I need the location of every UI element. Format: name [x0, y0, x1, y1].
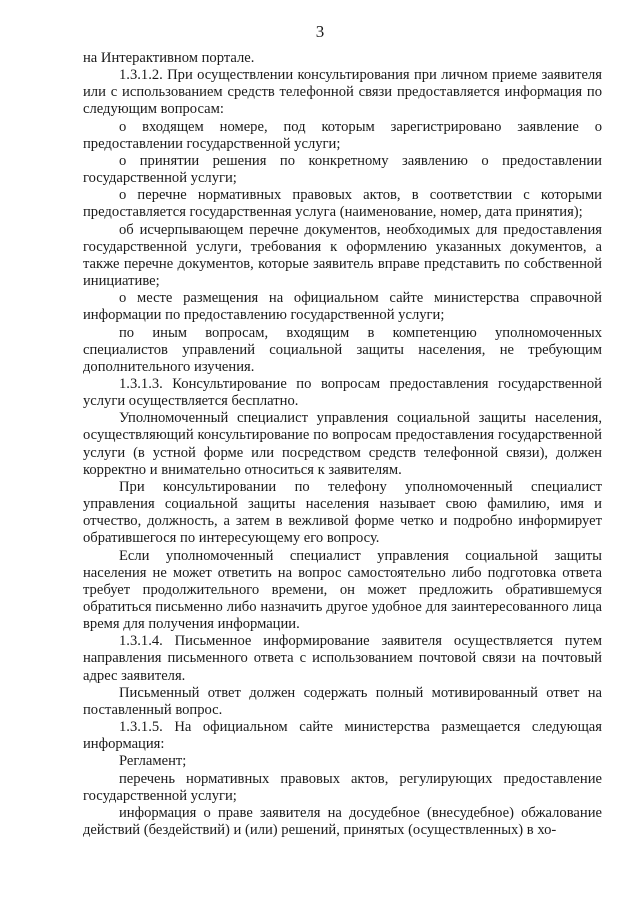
paragraph: Если уполномоченный специалист управления социальной защиты населения не может ответить на вопрос самостоятельно либо подготовка ответа требует продолжительного времени, он может предложить обратившемуся обратиться письменно либо назначить другое удобное для заинтересованного лица время для получения информации.: [83, 547, 602, 633]
document-body: [83, 50, 602, 839]
paragraph: о входящем номере, под которым зарегистрировано заявление о предоставлении государственной услуги;: [83, 118, 602, 152]
paragraph: о принятии решения по конкретному заявлению о предоставлении государственной услуги;: [83, 152, 602, 187]
paragraph: об исчерпывающем перечне документов, необходимых для предоставления государственной услуги, требования к оформлению указанных документов, а также перечне документов, которые заявитель вправе представить по собственной инициативе;: [83, 221, 602, 290]
paragraph: При консультировании по телефону уполномоченный специалист управления социальной защиты населения называет свою фамилию, имя и отчество, должность, а затем в вежливой форме четко и подробно информирует обратившегося по интересующему его вопросу.: [83, 478, 602, 547]
paragraph: Письменный ответ должен содержать полный мотивированный ответ на поставленный вопрос.: [83, 684, 602, 718]
page-number: 3: [315, 22, 325, 41]
paragraph: о перечне нормативных правовых актов, в соответствии с которыми предоставляется государственная услуга (наименование, номер, дата принятия);: [83, 187, 602, 221]
paragraph: по иным вопросам, входящим в компетенцию уполномоченных специалистов управлений социальной защиты населения, не требующим дополнительного изучения.: [83, 324, 602, 375]
paragraph: информация о праве заявителя на досудебное (внесудебное) обжалование действий (бездействий) и (или) решений, принятых (осуществленных) в хо-: [83, 804, 602, 839]
paragraph: 1.3.1.4. Письменное информирование заявителя осуществляется путем направления письменного ответа с использованием почтовой связи на почтовый адрес заявителя.: [83, 633, 602, 684]
paragraph: Регламент;: [119, 753, 187, 770]
paragraph: 1.3.1.3. Консультирование по вопросам предоставления государственной услуги осуществляется бесплатно.: [83, 375, 602, 410]
paragraph: Уполномоченный специалист управления социальной защиты населения, осуществляющий консультирование по вопросам предоставления государственной услуги (в устной форме или посредством средств телефонной связи), должен корректно и внимательно относиться к заявителям.: [83, 410, 602, 478]
paragraph: на Интерактивном портале.: [83, 50, 255, 66]
paragraph: 1.3.1.2. При осуществлении консультирования при личном приеме заявителя или с использованием средств телефонной связи предоставляется информация по следующим вопросам:: [83, 67, 602, 118]
paragraph: 1.3.1.5. На официальном сайте министерства размещается следующая информация:: [83, 719, 602, 753]
paragraph: о месте размещения на официальном сайте министерства справочной информации по предоставлению государственной услуги;: [83, 290, 602, 324]
paragraph: перечень нормативных правовых актов, регулирующих предоставление государственной услуги;: [83, 770, 602, 804]
